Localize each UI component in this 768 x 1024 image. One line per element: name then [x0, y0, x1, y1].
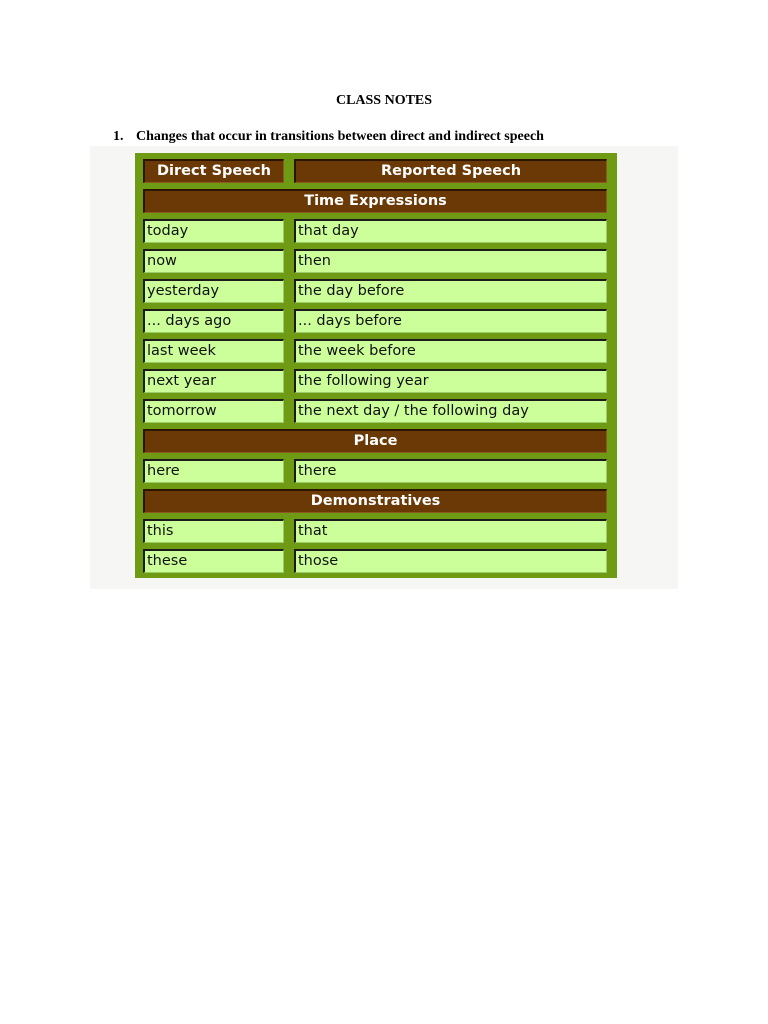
direct-cell: today	[143, 219, 284, 243]
table-header-row	[143, 159, 607, 183]
table-row	[143, 369, 607, 393]
direct-cell: yesterday	[143, 279, 284, 303]
reported-cell: ... days before	[294, 309, 607, 333]
direct-cell: these	[143, 549, 284, 573]
direct-cell: ... days ago	[143, 309, 284, 333]
reported-cell: there	[294, 459, 607, 483]
header-direct-speech: Direct Speech	[143, 159, 284, 183]
section-demonstratives: Demonstratives	[143, 489, 607, 513]
page-title: CLASS NOTES	[335, 93, 433, 108]
table-row	[143, 219, 607, 243]
table-row	[143, 279, 607, 303]
table-row	[143, 399, 607, 423]
direct-cell: tomorrow	[143, 399, 284, 423]
direct-cell: now	[143, 249, 284, 273]
section-title-row	[143, 489, 607, 513]
list-heading-text: Changes that occur in transitions between direct and indirect speech	[136, 129, 544, 144]
reported-cell: the following year	[294, 369, 607, 393]
reported-cell: the week before	[294, 339, 607, 363]
speech-conversion-table	[135, 153, 617, 578]
direct-cell: last week	[143, 339, 284, 363]
list-item-heading	[113, 129, 544, 145]
header-reported-speech: Reported Speech	[294, 159, 607, 183]
table-row	[143, 339, 607, 363]
direct-cell: this	[143, 519, 284, 543]
section-title-row	[143, 429, 607, 453]
list-number: 1.	[113, 129, 124, 144]
section-time-expressions: Time Expressions	[143, 189, 607, 213]
direct-cell: next year	[143, 369, 284, 393]
direct-cell: here	[143, 459, 284, 483]
reported-cell: those	[294, 549, 607, 573]
table-row	[143, 459, 607, 483]
reported-cell: then	[294, 249, 607, 273]
table-row	[143, 249, 607, 273]
reported-cell: that day	[294, 219, 607, 243]
section-title-row	[143, 189, 607, 213]
table-row	[143, 309, 607, 333]
reported-cell: that	[294, 519, 607, 543]
section-place: Place	[143, 429, 607, 453]
table-row	[143, 549, 607, 573]
table-row	[143, 519, 607, 543]
reported-cell: the next day / the following day	[294, 399, 607, 423]
reported-cell: the day before	[294, 279, 607, 303]
